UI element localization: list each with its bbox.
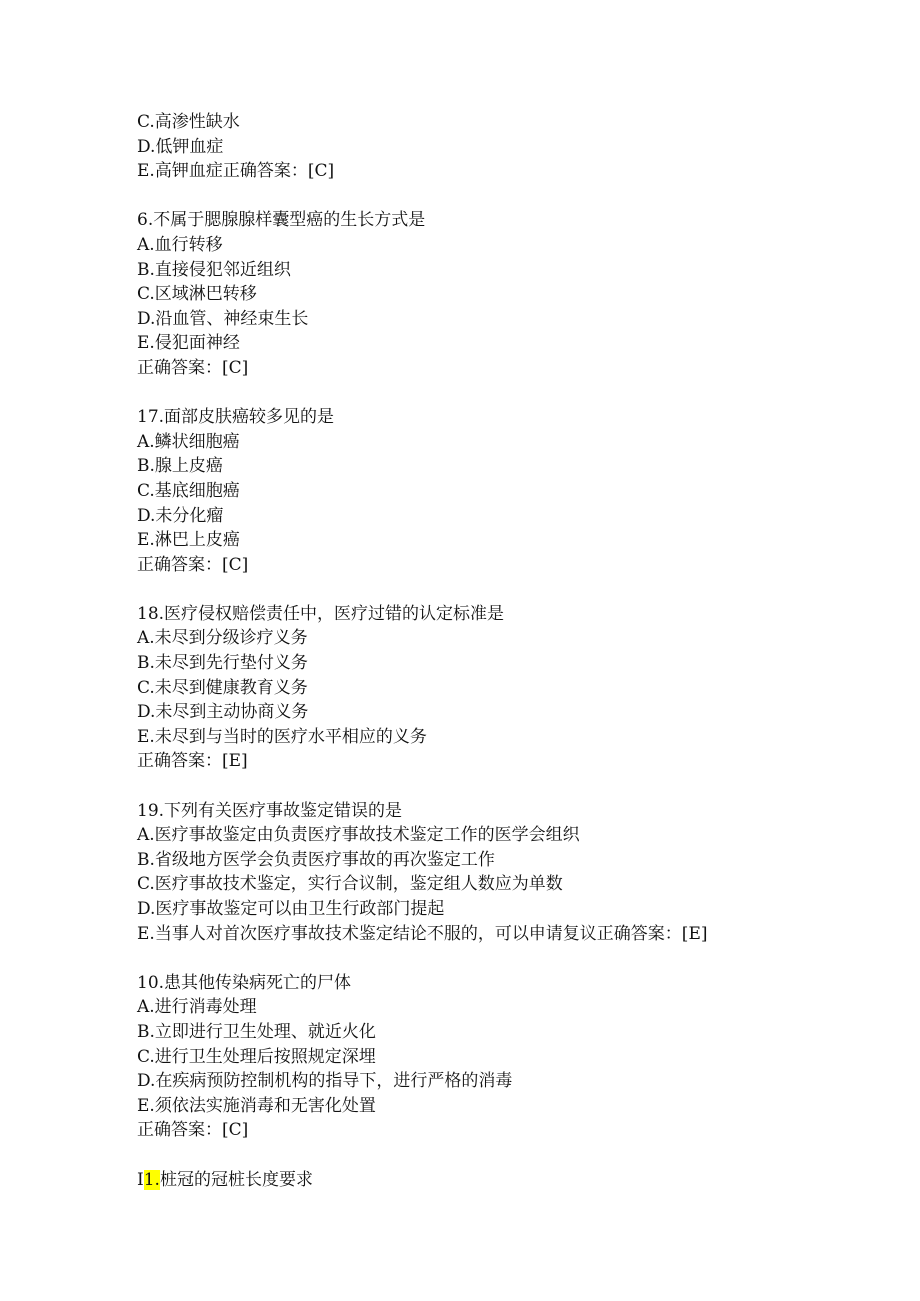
text-line: A.鳞状细胞癌 — [137, 431, 240, 452]
text-line: A.血行转移 — [137, 234, 223, 255]
text-line: 17.面部皮肤癌较多见的是 — [137, 407, 335, 428]
text-line: A.进行消毒处理 — [137, 997, 257, 1018]
question-text: 桩冠的冠桩长度要求 — [159, 1169, 313, 1190]
block-gap — [137, 577, 877, 602]
text-line: E.侵犯面神经 — [137, 333, 240, 354]
question-block — [137, 971, 877, 1168]
text-line: 正确答案：[C] — [137, 554, 249, 575]
question-block — [137, 208, 877, 405]
block-gap — [137, 774, 877, 799]
document-page — [137, 110, 877, 1192]
text-line: B.腺上皮癌 — [137, 456, 223, 477]
text-line: A.医疗事故鉴定由负责医疗事故技术鉴定工作的医学会组织 — [137, 825, 580, 846]
text-line: E.淋巴上皮癌 — [137, 530, 240, 551]
block-gap — [137, 184, 877, 209]
text-line: D.沿血管、神经束生长 — [137, 308, 309, 329]
text-line: E.当事人对首次医疗事故技术鉴定结论不服的，可以申请复议正确答案：[E] — [137, 923, 708, 944]
text-line: B.直接侵犯邻近组织 — [137, 259, 291, 280]
question-block — [137, 602, 877, 799]
text-line: 10.患其他传染病死亡的尸体 — [137, 972, 352, 993]
question-number-prefix: I — [137, 1169, 144, 1190]
text-line: C.基底细胞癌 — [137, 480, 240, 501]
text-line: D.在疾病预防控制机构的指导下，进行严格的消毒 — [137, 1071, 513, 1092]
text-line: D.未尽到主动协商义务 — [137, 702, 309, 723]
text-line: D.低钾血症 — [137, 136, 224, 157]
question-block — [137, 799, 877, 971]
text-line: 18.医疗侵权赔偿责任中，医疗过错的认定标准是 — [137, 603, 505, 624]
text-line: 正确答案：[C] — [137, 1120, 249, 1141]
text-line: B.立即进行卫生处理、就近火化 — [137, 1021, 376, 1042]
text-line: E.高钾血症正确答案：[C] — [137, 161, 335, 182]
text-line: A.未尽到分级诊疗义务 — [137, 628, 308, 649]
text-line: C.进行卫生处理后按照规定深埋 — [137, 1046, 376, 1067]
text-line: 正确答案：[C] — [137, 357, 249, 378]
text-line: 6.不属于腮腺腺样囊型癌的生长方式是 — [137, 210, 426, 231]
block-gap — [137, 946, 877, 971]
block-gap — [137, 381, 877, 406]
question-heading-partial — [137, 1168, 877, 1193]
question-block — [137, 110, 877, 208]
question-list — [137, 110, 877, 1168]
text-line: E.须依法实施消毒和无害化处置 — [137, 1095, 376, 1116]
text-line: B.省级地方医学会负责医疗事故的再次鉴定工作 — [137, 849, 495, 870]
text-line: E.未尽到与当时的医疗水平相应的义务 — [137, 726, 427, 747]
text-line: C.区域淋巴转移 — [137, 284, 257, 305]
text-line: C.医疗事故技术鉴定，实行合议制，鉴定组人数应为单数 — [137, 874, 563, 895]
text-line: 19.下列有关医疗事故鉴定错误的是 — [137, 800, 403, 821]
text-line: C.未尽到健康教育义务 — [137, 677, 308, 698]
text-line: D.未分化瘤 — [137, 505, 224, 526]
text-line: B.未尽到先行垫付义务 — [137, 653, 308, 674]
text-line: D.医疗事故鉴定可以由卫生行政部门提起 — [137, 899, 445, 919]
block-gap — [137, 1143, 877, 1168]
question-block — [137, 405, 877, 602]
highlighted-text: 1. — [143, 1169, 160, 1190]
text-line: C.高渗性缺水 — [137, 112, 240, 132]
text-line: 正确答案：[E] — [137, 751, 248, 772]
